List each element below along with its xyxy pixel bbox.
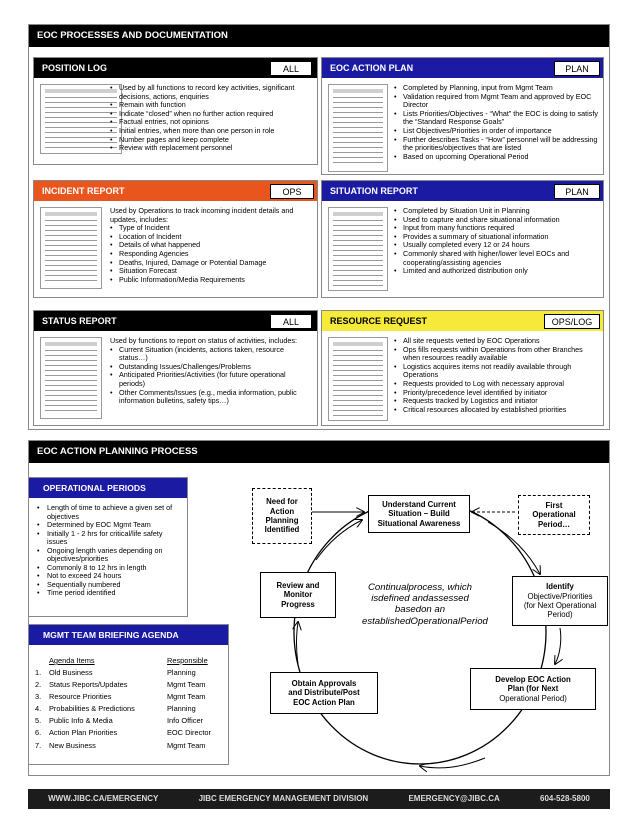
box-text-line: Operational Period) [499, 693, 567, 703]
footer-phone: 604-528-5800 [540, 794, 590, 803]
list-item: • Factual entries, not opinions [110, 118, 313, 127]
agenda-items-header: Agenda Items [49, 656, 95, 665]
box-text-line: Review and [276, 580, 320, 590]
list-item: • Length of time to achieve a given set of objectives [37, 504, 183, 521]
identify-objectives-box [512, 576, 608, 626]
list-item: • Number pages and keep complete [110, 136, 313, 145]
box-text-line: Monitor [283, 590, 313, 600]
incident-report-tag: OPS [270, 184, 314, 199]
agenda-num: 3. [35, 692, 42, 702]
agenda-resp: Planning [167, 668, 196, 677]
list-item: • Deaths, Injured, Damage or Potential Damage [110, 259, 313, 268]
list-item: • Current Situation (incidents, actions taken, resource status…) [110, 346, 313, 363]
list-item: • Commonly 8 to 12 hrs in length [37, 564, 183, 573]
resource-request-tag: OPS/LOG [544, 314, 600, 329]
processes-section-title: EOC PROCESSES AND DOCUMENTATION [29, 25, 609, 47]
box-text-line: Situation – Build [388, 509, 450, 519]
situation-report-title: SITUATION REPORT [322, 181, 603, 201]
agenda-item: Probabilities & Predictions [49, 704, 135, 714]
list-item: • Indicate “closed” when no further action required [110, 110, 313, 119]
arrow-to-understand [316, 520, 362, 560]
agenda-item: New Business [49, 740, 96, 750]
action-plan-title: EOC ACTION PLAN [322, 58, 603, 78]
agenda-resp: Info Officer [167, 716, 204, 726]
agenda-resp: Mgmt Team [167, 740, 206, 750]
list-item: • Review with replacement personnel [110, 144, 313, 153]
agenda-item: Old Business [49, 668, 93, 677]
action-plan-tag: PLAN [554, 61, 600, 76]
agenda-item: Status Reports/Updates [49, 680, 128, 690]
list-item: • Outstanding Issues/Challenges/Problems [110, 363, 313, 372]
box-text-line: and Distribute/Post [288, 688, 360, 698]
list-item: • Remain with function [110, 101, 313, 110]
operational-periods-title: OPERATIONAL PERIODS [29, 478, 187, 498]
first-operational-period-box [518, 495, 590, 535]
agenda-item: Resource Priorities [49, 692, 112, 702]
footer-website[interactable]: WWW.JIBC.CA/EMERGENCY [48, 794, 159, 803]
box-text-line: Operational [410, 615, 461, 627]
list-item: • Ops fills requests within Operations from other Branches when resources readily available [394, 346, 599, 363]
box-text-line: Period… [537, 519, 571, 529]
box-text-line: Progress [281, 599, 315, 609]
list-item: • Critical resources allocated by established priorities [394, 406, 599, 415]
incident-report-intro: Used by Operations to track incoming incident details and updates, includes: [110, 206, 294, 224]
box-text-line: on an established [362, 604, 446, 627]
resource-request-title: RESOURCE REQUEST [322, 311, 603, 331]
arrow-to-develop [555, 628, 561, 664]
list-item: • Priority/precedence level identified by initiator [394, 389, 599, 398]
list-item: • Ongoing length varies depending on objectives/priorities [37, 547, 183, 564]
list-item: • Public Information/Media Requirements [110, 276, 313, 285]
list-item: • Situation Forecast [110, 267, 313, 276]
list-item: • List Objectives/Priorities in order of importance [394, 127, 599, 136]
list-item: • Requests provided to Log with necessary approval [394, 380, 599, 389]
box-text-line: Identified [264, 525, 300, 535]
box-text-line: Identify [546, 582, 574, 592]
list-item: • Initially 1 - 2 hrs for critical/life safety issues [37, 530, 183, 547]
planning-process-section-title: EOC ACTION PLANNING PROCESS [29, 441, 609, 463]
box-text-line: Period [460, 615, 488, 627]
list-item: • Input from many functions required [394, 224, 599, 233]
list-item: • Logistics acquires items not readily available through Operations [394, 363, 599, 380]
list-item: • Determined by EOC Mgmt Team [37, 521, 183, 530]
status-report-title: STATUS REPORT [34, 311, 317, 331]
list-item: • Further describes Tasks - “How” personnel will be addressing the priorities/objectives that are listed [394, 136, 599, 153]
box-text-line: First [545, 500, 563, 510]
box-text-line: assessed based [394, 593, 469, 616]
list-item: • Limited and authorized distribution only [394, 267, 599, 276]
agenda-num: 4. [35, 704, 42, 714]
status-report-tag: ALL [270, 314, 312, 329]
agenda-item: Action Plan Priorities [49, 728, 118, 738]
agenda-num: 1. [35, 668, 42, 677]
agenda-num: 6. [35, 728, 42, 738]
mgmt-agenda-title: MGMT TEAM BRIEFING AGENDA [29, 625, 228, 645]
box-text-line: Period) [547, 610, 573, 620]
agenda-num: 7. [35, 740, 42, 750]
need-for-action-planning-box [252, 488, 312, 544]
box-text-line: defined and [378, 593, 429, 605]
agenda-num: 2. [35, 680, 42, 690]
list-item: • Provides a summary of situational information [394, 233, 599, 242]
footer-bar [28, 789, 610, 809]
list-item: • Commonly shared with higher/lower level EOCs and cooperating/assisting agencies [394, 250, 599, 267]
box-text-line: Plan (for Next [507, 684, 559, 694]
list-item: • Lists Priorities/Objectives - “What” the EOC is doing to satisfy the “Standard Response Goals” [394, 110, 599, 127]
obtain-approvals-box [270, 672, 378, 714]
list-item: • Time period identified [37, 589, 183, 598]
list-item: • Usually completed every 12 or 24 hours [394, 241, 599, 250]
box-text-line: EOC Action Plan [293, 697, 355, 707]
list-item: • All site requests vetted by EOC Operations [394, 337, 599, 346]
status-report-intro: Used by functions to report on status of activities, includes: [110, 336, 297, 345]
continual-process-text [362, 582, 488, 627]
agenda-resp: Mgmt Team [167, 680, 206, 690]
list-item: • Based on upcoming Operational Period [394, 153, 599, 162]
box-text-line: process, which is [371, 582, 472, 605]
agenda-resp: Planning [167, 704, 196, 714]
box-text-line: Objective/Priorities [527, 591, 593, 601]
situation-report-tag: PLAN [554, 184, 600, 199]
list-item: • Responding Agencies [110, 250, 313, 259]
box-text-line: (for Next Operational [523, 601, 597, 610]
list-item: • Sequentially numbered [37, 581, 183, 590]
cycle-circle [294, 500, 546, 764]
review-progress-box [260, 572, 336, 618]
box-text-line: Planning [265, 516, 299, 525]
position-log-title: POSITION LOG [34, 58, 317, 78]
box-text-line: Need for [266, 497, 298, 507]
list-item: • Location of Incident [110, 233, 313, 242]
list-item: • Anticipated Priorities/Activities (for future operational periods) [110, 371, 313, 388]
agenda-item: Public Info & Media [49, 716, 113, 726]
position-log-tag: ALL [270, 61, 312, 76]
box-text-line: Understand Current [382, 499, 456, 509]
list-item: • Initial entries, when more than one person in role [110, 127, 313, 136]
footer-division: JIBC EMERGENCY MANAGEMENT DIVISION [198, 794, 369, 803]
box-text-line: Obtain Approvals [291, 678, 357, 688]
list-item: • Details of what happened [110, 241, 313, 250]
develop-action-plan-box [470, 668, 596, 710]
box-text-line: Situational Awareness [377, 518, 461, 528]
box-text-line: Operational [532, 510, 576, 520]
list-item: • Other Comments/Issues (e.g., media information, public information bulletins, safety tips…) [110, 389, 313, 406]
list-item: • Used to capture and share situational information [394, 216, 599, 225]
agenda-num: 5. [35, 716, 42, 726]
list-item: • Requests tracked by Logistics and initiator [394, 397, 599, 406]
responsible-header: Responsible [167, 656, 208, 665]
box-text-line: Action [269, 506, 295, 516]
box-text-line: Continual [368, 582, 409, 593]
understand-situation-box [368, 495, 470, 533]
incident-report-title: INCIDENT REPORT [34, 181, 317, 201]
agenda-resp: Mgmt Team [167, 692, 206, 702]
list-item: • Validation required from Mgmt Team and approved by EOC Director [394, 93, 599, 110]
list-item: • Completed by Situation Unit in Planning [394, 207, 599, 216]
agenda-resp: EOC Director [167, 728, 211, 738]
footer-email[interactable]: EMERGENCY@JIBC.CA [408, 794, 500, 803]
box-text-line: Develop EOC Action [495, 674, 571, 684]
list-item: • Used by all functions to record key activities, significant decisions, actions, enquiries [110, 84, 313, 101]
list-item: • Not to exceed 24 hours [37, 572, 183, 581]
list-item: • Type of Incident [110, 224, 313, 233]
list-item: • Completed by Planning, input from Mgmt Team [394, 84, 599, 93]
